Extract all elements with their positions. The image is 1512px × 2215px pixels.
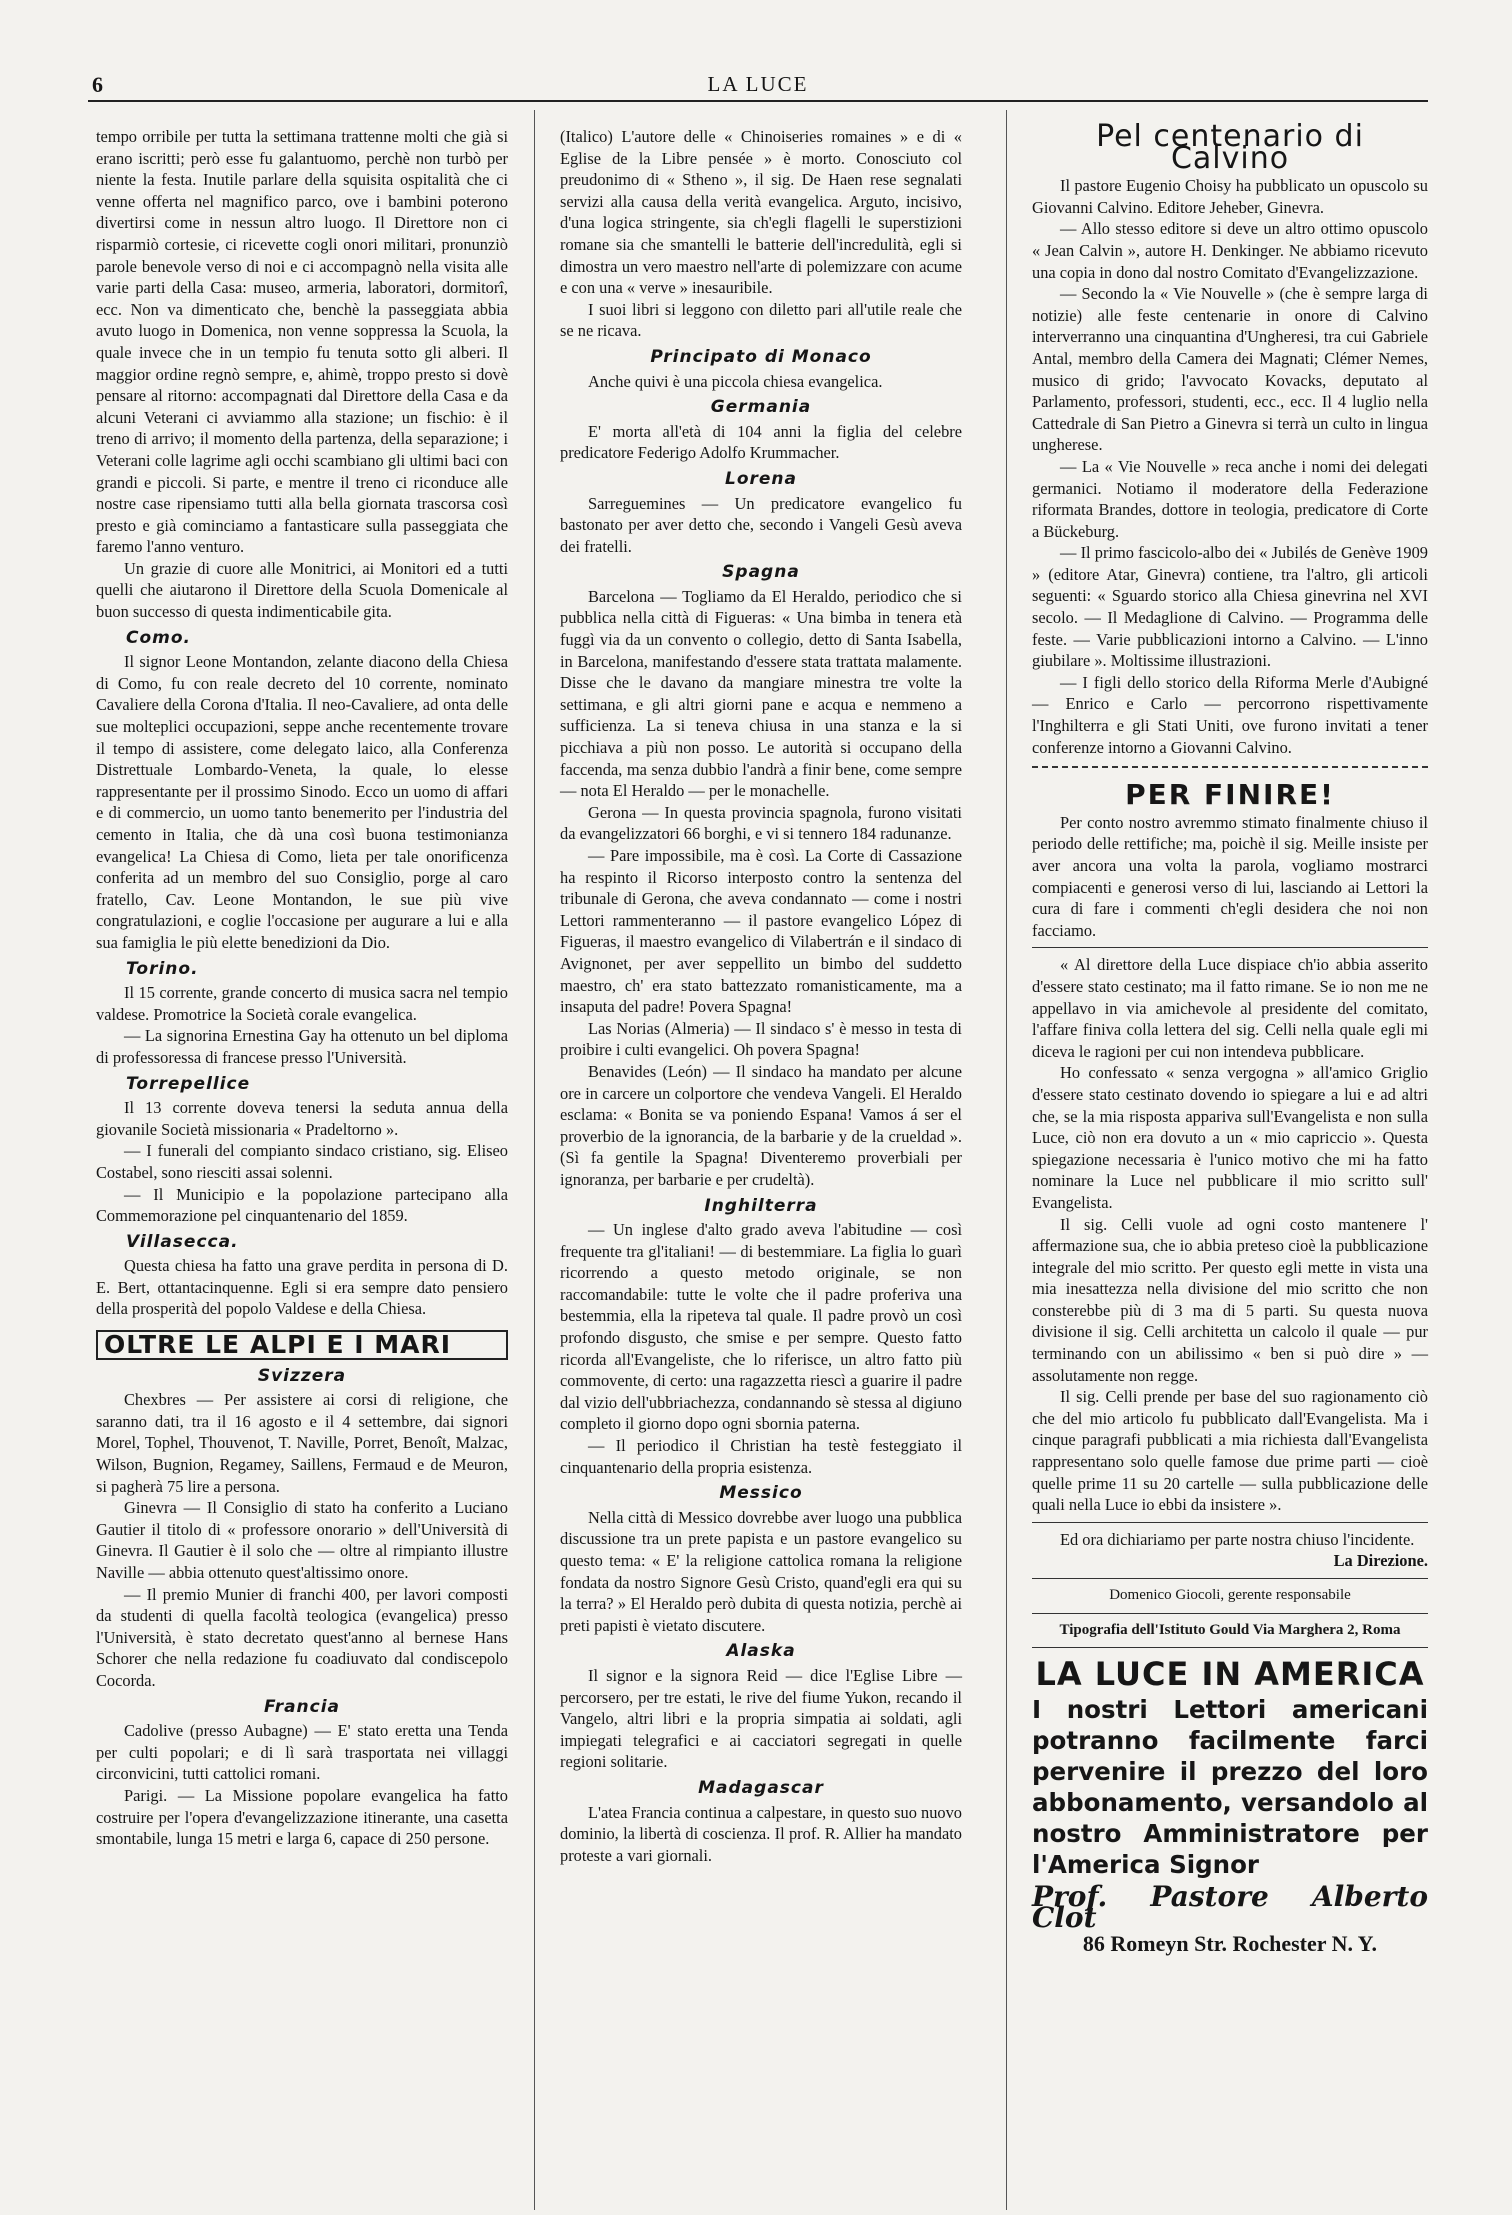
paragraph: — La « Vie Nouvelle » reca anche i nomi dei delegati germanici. Notiamo il moderatore della Federazione riformata Brandes, dottore in teologia, predicatore di Corte a Bückeburg. <box>1032 456 1428 541</box>
paragraph: Questa chiesa ha fatto una grave perdita in persona di D. E. Bert, ottantacinquenne. Egli si era sempre dato pensiero della prosperità del popolo Valdese e della Chiesa. <box>96 1256 508 1319</box>
page-number: 6 <box>92 72 103 97</box>
paragraph: Parigi. — La Missione popolare evangelica ha fatto costruire per l'opera d'evangelizzazione itinerante, una casetta smontabile, lunga 15 metri e larga 6, capace di 250 persone. <box>96 1785 508 1849</box>
paragraph: Il sig. Celli vuole ad ogni costo mantenere l' affermazione sua, che io abbia preteso cioè la pubblicazione integrale del mio scritto. Per questo egli mette in vista una mia inesattezza nella divisione del mio scritto che non consterebbe più di 3 ma di 5 parti. Su questa nuova divisione il sig. Celli architetta un calcolo il quale — pur terminando con un abilissimo « ben si può dire » — assolutamente non regge. <box>1032 1214 1428 1385</box>
paragraph: I suoi libri si leggono con diletto pari all'utile reale che se ne ricava. <box>560 299 962 341</box>
paragraph: Ho confessato « senza vergogna » all'amico Griglio d'essere stato cestinato dovendo io spiegare a lui e ad altri che, se la mia risposta appariva sull'Evangelista e non sulla Luce, ciò non era dovuto a un « mio capriccio ». Questa spiegazione necessaria è l'unico motivo che mi ha fatto nominare la Luce nel pubblicare il mio scritto sull' Evangelista. <box>1032 1063 1428 1212</box>
paragraph: — Un inglese d'alto grado aveva l'abitudine — così frequente tra gl'italiani! — di bestemmiare. La figlia lo guarì ricorrendo a questo metodo originale, se non raccomandabile: tutte le volte che il padre proferiva una bestemmia, ella la ripeteva tal quale. Il padre provò un così profondo disgusto, che smise e per sempre. Questo fatto ricorda all'Evangeliste, che lo riferisce, un altro fatto più commovente, di certo: una ragazzetta riescì a guarire il padre dal vizio dell'ubbriachezza, condannando sè stessa al digiuno completo il giorno dopo ogni sbornia paterna. <box>560 1220 962 1434</box>
section-heading-madagascar: Madagascar <box>698 1777 824 1798</box>
paragraph: — La signorina Ernestina Gay ha ottenuto un bel diploma di professoressa di francese presso l'Università. <box>96 1026 508 1067</box>
paragraph: Nella città di Messico dovrebbe aver luogo una pubblica discussione tra un prete papista e un pastore evangelico su questo tema: « E' la religione cattolica romana la religione fondata da nostro Signore Gesù Cristo, quand'egli era qui su la terra? » El Heraldo però dubita di questa notizia, perchè ai preti papisti è vietato discutere. <box>560 1507 962 1635</box>
paragraph: Las Norias (Almeria) — Il sindaco s' è messo in testa di proibire i culti evangelici. Oh povera Spagna! <box>560 1018 962 1060</box>
divider <box>1032 1578 1428 1579</box>
calvino-title: Pel centenario di Calvino <box>1096 119 1364 176</box>
america-title: LA LUCE IN AMERICA <box>1035 1655 1425 1694</box>
paragraph: Il 15 corrente, grande concerto di musica sacra nel tempio valdese. Promotrice la Società corale evangelica. <box>96 983 508 1024</box>
paragraph: — Il premio Munier di franchi 400, per lavori composti da studenti di quella facoltà teologica (evangelica) presso l'Università, è stato decretato quest'anno al bernese Hans Schorer che nella redazione fu coadiuvato dal condiscepolo Cocorda. <box>96 1584 508 1690</box>
paragraph: — Il periodico il Christian ha testè festeggiato il cinquantenario della propria esistenza. <box>560 1436 962 1477</box>
paragraph: — I figli dello storico della Riforma Merle d'Aubigné — Enrico e Carlo — percorrono rispettivamente l'Inghilterra e gli Stati Uniti, ove furono invitati a tener conferenze intorno a Giovanni Calvino. <box>1032 672 1428 757</box>
paragraph: — Pare impossibile, ma è così. La Corte di Cassazione ha respinto il Ricorso interposto contro la sentenza del tribunale di Gerona, che aveva condannato — come i nostri Lettori rammenteranno — il pastore evangelico López di Figueras, il maestro evangelico di Vilabertrán e il sindaco di Avignonet, per aver seppellito un bimbo del suddetto maestro, ch' era stato battezzato romanisticamente, ma a insaputa del padre! Povera Spagna! <box>560 846 962 1017</box>
column-2 <box>560 126 962 1866</box>
column-rule-2 <box>1006 110 1007 2210</box>
wavy-divider <box>1032 766 1428 776</box>
column-3 <box>1032 119 1428 1956</box>
divider <box>1032 1647 1428 1648</box>
masthead: LA LUCE <box>707 72 809 96</box>
section-heading-villasecca: Villasecca. <box>126 1231 239 1252</box>
section-heading-francia: Francia <box>263 1696 341 1717</box>
paragraph: Ginevra — Il Consiglio di stato ha conferito a Luciano Gautier il titolo di « professore onorario » dell'Università di Ginevra. Il Gautier è il solo che — oltre al rimpianto illustre Naville — abbia ottenuto quest'altissimo onore. <box>96 1498 508 1582</box>
paragraph: Il sig. Celli prende per base del suo ragionamento ciò che del mio articolo fu pubblicato dall'Evangelista. Ma i cinque paragrafi pubblicati a mia richiesta dall'Evangelista rappresentano solo quelle famose due prime parti — cioè quelle prime 11 su 20 cartelle — sulla pubblicazione delle quali nella Luce io ebbi da insistere ». <box>1032 1387 1428 1515</box>
section-heading-torino: Torino. <box>126 958 199 979</box>
paragraph: — I funerali del compianto sindaco cristiano, sig. Eliseo Costabel, sono riesciti assai solenni. <box>96 1141 508 1182</box>
signature-direzione: La Direzione. <box>1333 1551 1428 1571</box>
paragraph: L'atea Francia continua a calpestare, in questo suo nuovo dominio, la libertà di coscienza. Il prof. R. Allier ha mandato proteste a vari giornali. <box>560 1802 962 1865</box>
paragraph: Anche quivi è una piccola chiesa evangelica. <box>588 371 883 391</box>
paragraph: Per conto nostro avremmo stimato finalmente chiuso il periodo delle rettifiche; ma, poichè il sig. Meille insiste per aver ancora una volta la parola, vogliamo mostrarci compiacenti e generosi verso di lui, lasciando ai Lettori la cura di fare i commenti ch'egli desidera che noi non facciamo. <box>1032 812 1428 940</box>
paragraph: Gerona — In questa provincia spagnola, furono visitati da evangelizzatori 66 borghi, e vi si tennero 184 radunanze. <box>560 802 962 844</box>
paragraph: — Secondo la « Vie Nouvelle » (che è sempre larga di notizie) alle feste centenarie in onore di Calvino interverranno una cinquantina d'Ungheresi, tra cui Gabriele Antal, membro della Camera dei Magnati; Clémer Nemes, musico di grido; l'avvocato Kovacks, deputato al Parlamento, professori, studenti, ecc., ecc. Il 4 luglio nella Cattedrale di San Pietro a Ginevra si terrà un culto in lingua ungherese. <box>1032 284 1428 455</box>
paragraph: Benavides (León) — Il sindaco ha mandato per alcune ore in carcere un colportore che vendeva Vangeli. El Heraldo esclama: « Bonita se va poniendo Espana! Vamos á ser el proverbio de la ignorancia, de la barbarie y de la crueldad ». (Sì fa gentile la Spagna! Diventeremo proverbiali per ignoranza, per barbarie e per crudeltà). <box>560 1061 962 1189</box>
paragraph: Il signor Leone Montandon, zelante diacono della Chiesa di Como, fu con reale decreto del 10 corrente, nominato Cavaliere della Corona d'Italia. Il neo-Cavaliere, ad onta delle sue molteplici occupazioni, seppe anche recentemente trovare il tempo di assistere, come delegato laico, alla Conferenza Distrettuale Lombardo-Veneta, la quale, lo elesse rappresentante per il prossimo Sinodo. Ecco un uomo di affari e di commercio, un uomo tanto benemerito per l'industria del cemento in Italia, che dà una così buona testimonianza evangelica! La Chiesa di Como, lieta per tale onorificenza conferita ad un membro del suo Consiglio, porge al caro fratello, Cav. Leone Montandon, le sue più vive congratulazioni, e coglie l'occasione per augurare a lui e alla sua famiglia le più elette benedizioni da Dio. <box>96 652 508 952</box>
oltre-le-alpi-title: OLTRE LE ALPI E I MARI <box>96 1330 508 1360</box>
paragraph: Un grazie di cuore alle Monitrici, ai Monitori ed a tutti quelli che aiutarono il Direttore della Scuola Domenicale al buon successo di questa indimenticabile gita. <box>96 558 508 622</box>
paragraph: Il signor e la signora Reid — dice l'Eglise Libre — percorsero, per tre estati, le rive del fiume Yukon, recando il Vangelo, altri libri e la propria simpatia ai soldati, agli impiegati telegrafici e ai cacciatori segregati in quelle regioni solitarie. <box>560 1665 962 1772</box>
header-rule <box>88 100 1428 102</box>
paragraph: E' morta all'età di 104 anni la figlia del celebre predicatore Federigo Adolfo Krummacher. <box>560 421 962 463</box>
section-heading-monaco: Principato di Monaco <box>650 346 872 367</box>
divider <box>1032 1613 1428 1614</box>
page-header <box>88 72 1428 102</box>
paragraph: — Il Municipio e la popolazione partecipano alla Commemorazione pel cinquantenario del 1859. <box>96 1184 508 1226</box>
paragraph: Ed ora dichiariamo per parte nostra chiuso l'incidente. <box>1060 1529 1415 1549</box>
paragraph: Il pastore Eugenio Choisy ha pubblicato un opuscolo su Giovanni Calvino. Editore Jeheber, Ginevra. <box>1032 176 1428 217</box>
america-prof: Prof. Pastore Alberto Clot <box>1032 1879 1428 1935</box>
per-finire-title: PER FINIRE! <box>1125 778 1335 812</box>
paragraph: Cadolive (presso Aubagne) — E' stato eretta una Tenda per culti popolari; e di lì sarà trasportata nei villaggi circonvicini, tutti cattolici romani. <box>96 1721 508 1784</box>
paragraph: « Al direttore della Luce dispiace ch'io abbia asserito d'essere stato cestinato; ma il fatto rimane. Se io non me ne appellavo in via amichevole al presidente del comitato, l'affare finiva colla lettera del sig. Celli nella quale egli mi diceva le ragioni per cui non intendeva pubblicare. <box>1032 955 1428 1061</box>
gerente-line: Domenico Giocoli, gerente responsabile <box>1109 1587 1351 1603</box>
divider <box>1032 947 1428 948</box>
tipografia-line: Tipografia dell'Istituto Gould Via Marghera 2, Roma <box>1059 1621 1401 1638</box>
divider <box>1032 1522 1428 1523</box>
section-heading-germania: Germania <box>710 397 812 418</box>
paragraph: Barcelona — Togliamo da El Heraldo, periodico che si pubblica nella città di Figueras: « Una bimba in tenera età fuggì via da un convento o collegio, detto di Santa Isabella, in Barcelona, manifestando d'essere stata trattata malamente. Disse che le davano da mangiare minestra tre volte la settimana, e gli altri giorni pane e acqua e nemmeno a sufficienza. La si teneva chiusa in una stanza e la si picchiava a più non posso. Le autorità si occupano della faccenda, ma senza dubbio l'andrà a finir bene, come sempre — nota El Heraldo — per le monachelle. <box>560 586 962 801</box>
section-heading-inghilterra: Inghilterra <box>704 1195 818 1216</box>
column-rule-1 <box>534 110 535 2210</box>
section-heading-como: Como. <box>126 627 192 648</box>
america-text: I nostri Lettori americani potranno facilmente farci pervenire il prezzo del loro abbonamento, versandolo al nostro Amministratore per l'America Signor <box>1032 1694 1428 1879</box>
section-heading-torrepellice: Torrepellice <box>126 1073 251 1094</box>
america-address: 86 Romeyn Str. Rochester N. Y. <box>1082 1930 1378 1956</box>
paragraph: Chexbres — Per assistere ai corsi di religione, che saranno dati, tra il 16 agosto e il 4 settembre, dai signori Morel, Tophel, Thouvenot, T. Naville, Porret, Benoît, Malzac, Wilson, Bugnion, Regamey, Saillens, Fermaud e de Meuron, si pagherà 75 lire a persona. <box>96 1390 508 1496</box>
column-1 <box>96 126 508 1850</box>
paragraph: — Il primo fascicolo-albo dei « Jubilés de Genève 1909 » (editore Atar, Ginevra) contiene, tra l'altro, gli articoli seguenti: « Sguardo storico alla Chiesa ginevrina nel XVI secolo. — Il Medaglione di Calvino. — Programma delle feste. — Varie pubblicazioni intorno a Calvino. — L'inno giubilare ». Moltissime illustrazioni. <box>1032 543 1428 671</box>
section-heading-spagna: Spagna <box>722 562 800 583</box>
paragraph: tempo orribile per tutta la settimana trattenne molti che già si erano iscritti; però esse fu galantuomo, perchè non turbò per niente la festa. Inutile parlare della squisita ospitalità che ci venne offerta nel magnifico parco, ove i bambini poterono divertirsi come in nessun altro luogo. Il Direttore non ci risparmiò cortesie, ci ricevette cogli onori militari, pronunziò parole benevole verso di noi e ci accompagnò nella visita alle varie parti della Casa: museo, armeria, laboratori, dormitorî, ecc. Non va dimenticato che, benchè la passeggiata abbia avuto luogo in Domenica, non venne soppressa la Scuola, la quale invece che in un tempio fu tenuta sotto gli alberi. Il maggior ordine regnò sempre, e, ahimè, troppo presto si dovè pensare al ritorno: accompagnati dal Direttore della Casa e da alcuni Veterani ci avviammo alla stazione; un fischio: è il treno di arrivo; il momento della partenza, della separazione; i Veterani colle lagrime agli occhi scambiano gli ultimi baci con grandi e piccoli. Si parte, e mentre il treno ci riconduce alle nostre case ripensiamo tutti alla bella giornata trascorsa così presto e già cominciamo a fantasticare sulla passeggiata che faremo l'anno venturo. <box>96 127 508 557</box>
paragraph: Sarreguemines — Un predicatore evangelico fu bastonato per aver detto che, secondo i Vangeli Gesù aveva dei fratelli. <box>560 493 962 556</box>
section-heading-messico: Messico <box>719 1483 803 1504</box>
paragraph: Il 13 corrente doveva tenersi la seduta annua della giovanile Società missionaria « Pradeltorno ». <box>96 1098 508 1139</box>
section-heading-lorena: Lorena <box>725 468 797 489</box>
section-heading-alaska: Alaska <box>726 1641 796 1662</box>
paragraph: — Allo stesso editore si deve un altro ottimo opuscolo « Jean Calvin », autore H. Denkinger. Ne abbiamo ricevuto una copia in dono dal nostro Comitato d'Evangelizzazione. <box>1032 219 1428 282</box>
section-heading-svizzera: Svizzera <box>257 1365 347 1386</box>
paragraph: (Italico) L'autore delle « Chinoiseries romaines » e di « Eglise de la Libre pensée » è morto. Conosciuto col preudonimo di « Stheno », il sig. De Haen rese segnalati servizi alla causa della verità evangelica. Arguto, incisivo, d'una logica stringente, sia ch'egli flagelli le superstizioni romane sia che smantelli le batterie dell'incredulità, egli si dimostra un vero maestro nell'arte di polemizzare con acume e con una « verve » inesauribile. <box>560 127 962 298</box>
